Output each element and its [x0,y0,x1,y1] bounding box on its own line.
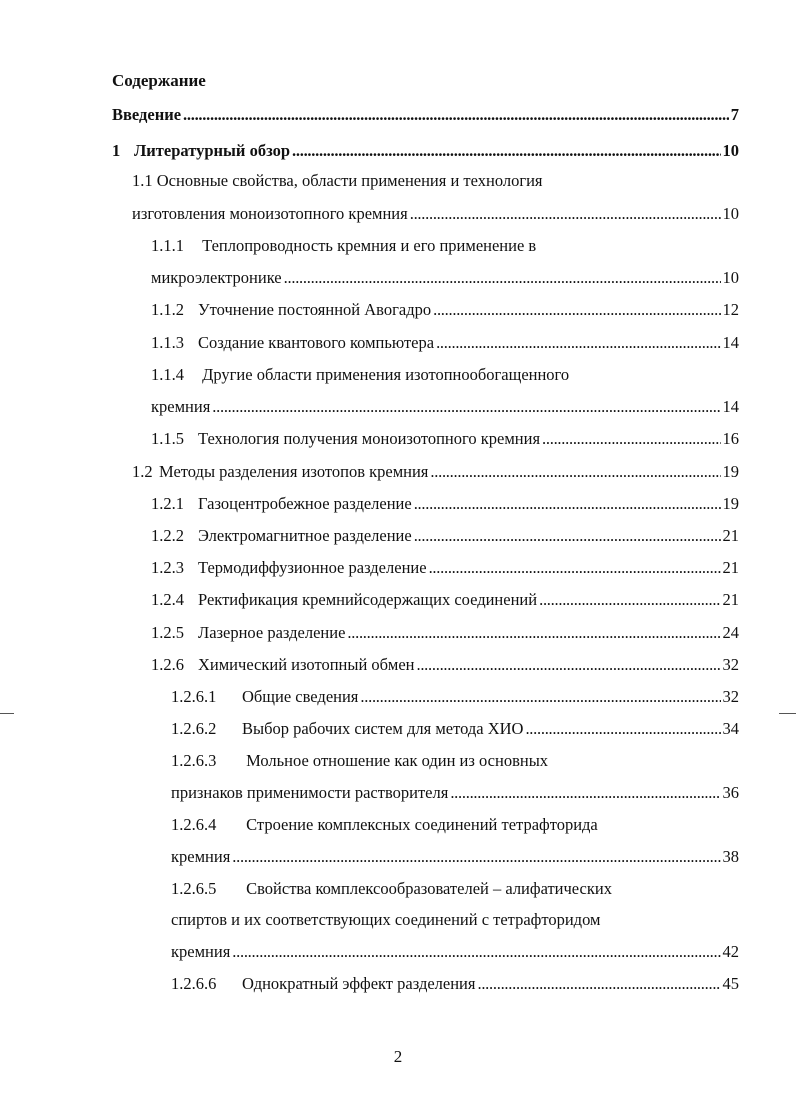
toc-entry-title: Мольное отношение как один из основных [246,751,549,770]
toc-entry-title-cont: кремния [171,847,231,866]
toc-entry-title: Основные свойства, области применения и технология [156,171,543,190]
page-number: 2 [393,1047,403,1066]
toc-entry-page: 14 [722,397,739,416]
leader-dots [430,462,720,482]
toc-entry-number: 1.1.2 [151,300,184,319]
toc-entry-number: 1.2.1 [151,494,184,513]
toc-entry-title: Уточнение постоянной Авогадро [198,300,432,319]
leader-dots [347,623,720,643]
toc-entry-page: 19 [722,462,739,481]
toc-entry-1-1-5[interactable] [151,429,739,453]
toc-entry-1-2-6-5-first-line[interactable] [171,879,612,903]
leader-dots [477,974,720,994]
toc-entry-page: 45 [722,974,739,993]
toc-entry-1-1-4-first-line[interactable] [151,365,569,389]
toc-entry-1-1-4[interactable] [151,397,739,421]
toc-entry-number: 1.1.4 [151,365,184,384]
leader-dots [539,590,720,610]
toc-entry-title-cont: спиртов и их соответствующих соединений с тетрафторидом [171,910,601,929]
leader-dots [232,847,720,867]
toc-entry-number: 1.2.6.5 [171,879,217,898]
toc-entry-page: 12 [722,300,739,319]
toc-entry-number: 1.2.5 [151,623,184,642]
toc-entry-title: Однократный эффект разделения [242,974,476,993]
toc-entry-1-1-3[interactable] [151,333,739,357]
toc-entry-number: 1.2.6.1 [171,687,217,706]
toc-entry-number: 1.2.6.3 [171,751,217,770]
toc-entry-1-2-6-4-first-line[interactable] [171,815,598,839]
toc-entry-1-2-1[interactable] [151,494,739,518]
toc-entry-1-2-6-3[interactable] [171,783,739,807]
toc-entry-title: Технология получения моноизотопного кремния [198,429,541,448]
leader-dots [212,397,720,417]
toc-entry-page: 21 [722,526,739,545]
toc-entry-page: 21 [722,558,739,577]
toc-entry-title-cont: микроэлектронике [151,268,282,287]
toc-entry-number: 1.2.6.2 [171,719,217,738]
toc-entry-1-1[interactable] [132,204,739,228]
leader-dots [284,268,721,288]
toc-entry-1-2-6-3-first-line[interactable] [171,751,548,775]
toc-entry-title-cont: изготовления моноизотопного кремния [132,204,408,223]
toc-entry-page: 42 [722,942,739,961]
leader-dots [292,141,720,161]
toc-entry-title-cont: признаков применимости растворителя [171,783,449,802]
toc-entry-title: Литературный обзор [134,141,291,160]
toc-entry-number: 1.2 [132,462,153,481]
toc-entry-number: 1.2.2 [151,526,184,545]
leader-dots [183,105,729,125]
toc-entry-page: 36 [722,783,739,802]
leader-dots [416,655,720,675]
toc-entry-1-2-6-5-second-line[interactable] [171,910,600,934]
toc-entry-title: Электромагнитное разделение [198,526,412,545]
toc-entry-page: 14 [722,333,739,352]
toc-entry-1-1-2[interactable] [151,300,739,324]
toc-entry-1-2-4[interactable] [151,590,739,614]
toc-entry-title: Общие сведения [242,687,359,706]
toc-entry-1-1-first-line[interactable] [132,171,543,195]
toc-entry-number: 1.1.5 [151,429,184,448]
toc-entry-1-2-3[interactable] [151,558,739,582]
leader-dots [542,429,720,449]
leader-dots [360,687,720,707]
toc-entry-page: 10 [722,141,739,160]
toc-entry-number: 1.1.3 [151,333,184,352]
toc-entry-title: Теплопроводность кремния и его применение в [202,236,537,255]
leader-dots [450,783,720,803]
toc-entry-1-2-2[interactable] [151,526,739,550]
leader-dots [429,558,721,578]
toc-entry-title: Термодиффузионное разделение [198,558,427,577]
toc-entry-title: Методы разделения изотопов кремния [159,462,429,481]
toc-entry-number: 1.2.6.4 [171,815,217,834]
toc-entry-number: 1.2.4 [151,590,184,609]
toc-entry-1-1-1-first-line[interactable] [151,236,536,260]
right-edge-mark [779,713,796,714]
toc-entry-title: Создание квантового компьютера [198,333,435,352]
toc-entry-1[interactable] [112,141,739,165]
leader-dots [433,300,720,320]
toc-entry-page: 19 [722,494,739,513]
toc-entry-title-cont: кремния [171,942,231,961]
toc-entry-page: 38 [722,847,739,866]
leader-dots [525,719,720,739]
toc-entry-number: 1.1.1 [151,236,184,255]
toc-entry-1-2[interactable] [132,462,739,486]
toc-entry-page: 21 [722,590,739,609]
toc-entry-title: Лазерное разделение [198,623,346,642]
leader-dots [410,204,721,224]
toc-entry-1-2-6-2[interactable] [171,719,739,743]
toc-entry-title: Введение [112,105,182,124]
toc-entry-title: Химический изотопный обмен [198,655,415,674]
toc-entry-number: 1.2.6 [151,655,184,674]
leader-dots [414,494,721,514]
toc-entry-title: Свойства комплексообразователей – алифатических [246,879,612,898]
toc-entry-title: Ректификация кремнийсодержащих соединений [198,590,538,609]
toc-entry-1-2-6-5[interactable] [171,942,739,966]
toc-entry-title: Другие области применения изотопнообогащенного [202,365,570,384]
toc-entry-page: 34 [722,719,739,738]
toc-entry-number: 1.2.3 [151,558,184,577]
toc-entry-introduction[interactable] [112,105,739,129]
toc-entry-number: 1.2.6.6 [171,974,217,993]
toc-heading: Содержание [112,71,206,90]
toc-entry-number: 1.1 [132,171,153,190]
toc-entry-title: Газоцентробежное разделение [198,494,412,513]
toc-entry-1-1-1[interactable] [151,268,739,292]
toc-entry-page: 10 [722,268,739,287]
toc-entry-1-2-5[interactable] [151,623,739,647]
leader-dots [232,942,720,962]
toc-entry-page: 24 [722,623,739,642]
toc-entry-title: Выбор рабочих систем для метода ХИО [242,719,524,738]
toc-entry-page: 10 [722,204,739,223]
toc-entry-1-2-6[interactable] [151,655,739,679]
toc-entry-page: 32 [722,687,739,706]
toc-entry-title: Строение комплексных соединений тетрафторида [246,815,598,834]
left-edge-mark [0,713,14,714]
toc-entry-1-2-6-6[interactable] [171,974,739,998]
toc-entry-page: 32 [722,655,739,674]
toc-entry-number: 1 [112,141,121,160]
toc-entry-page: 16 [722,429,739,448]
toc-entry-title-cont: кремния [151,397,211,416]
toc-entry-page: 7 [730,105,739,124]
leader-dots [414,526,721,546]
toc-entry-1-2-6-4[interactable] [171,847,739,871]
leader-dots [436,333,720,353]
toc-entry-1-2-6-1[interactable] [171,687,739,711]
